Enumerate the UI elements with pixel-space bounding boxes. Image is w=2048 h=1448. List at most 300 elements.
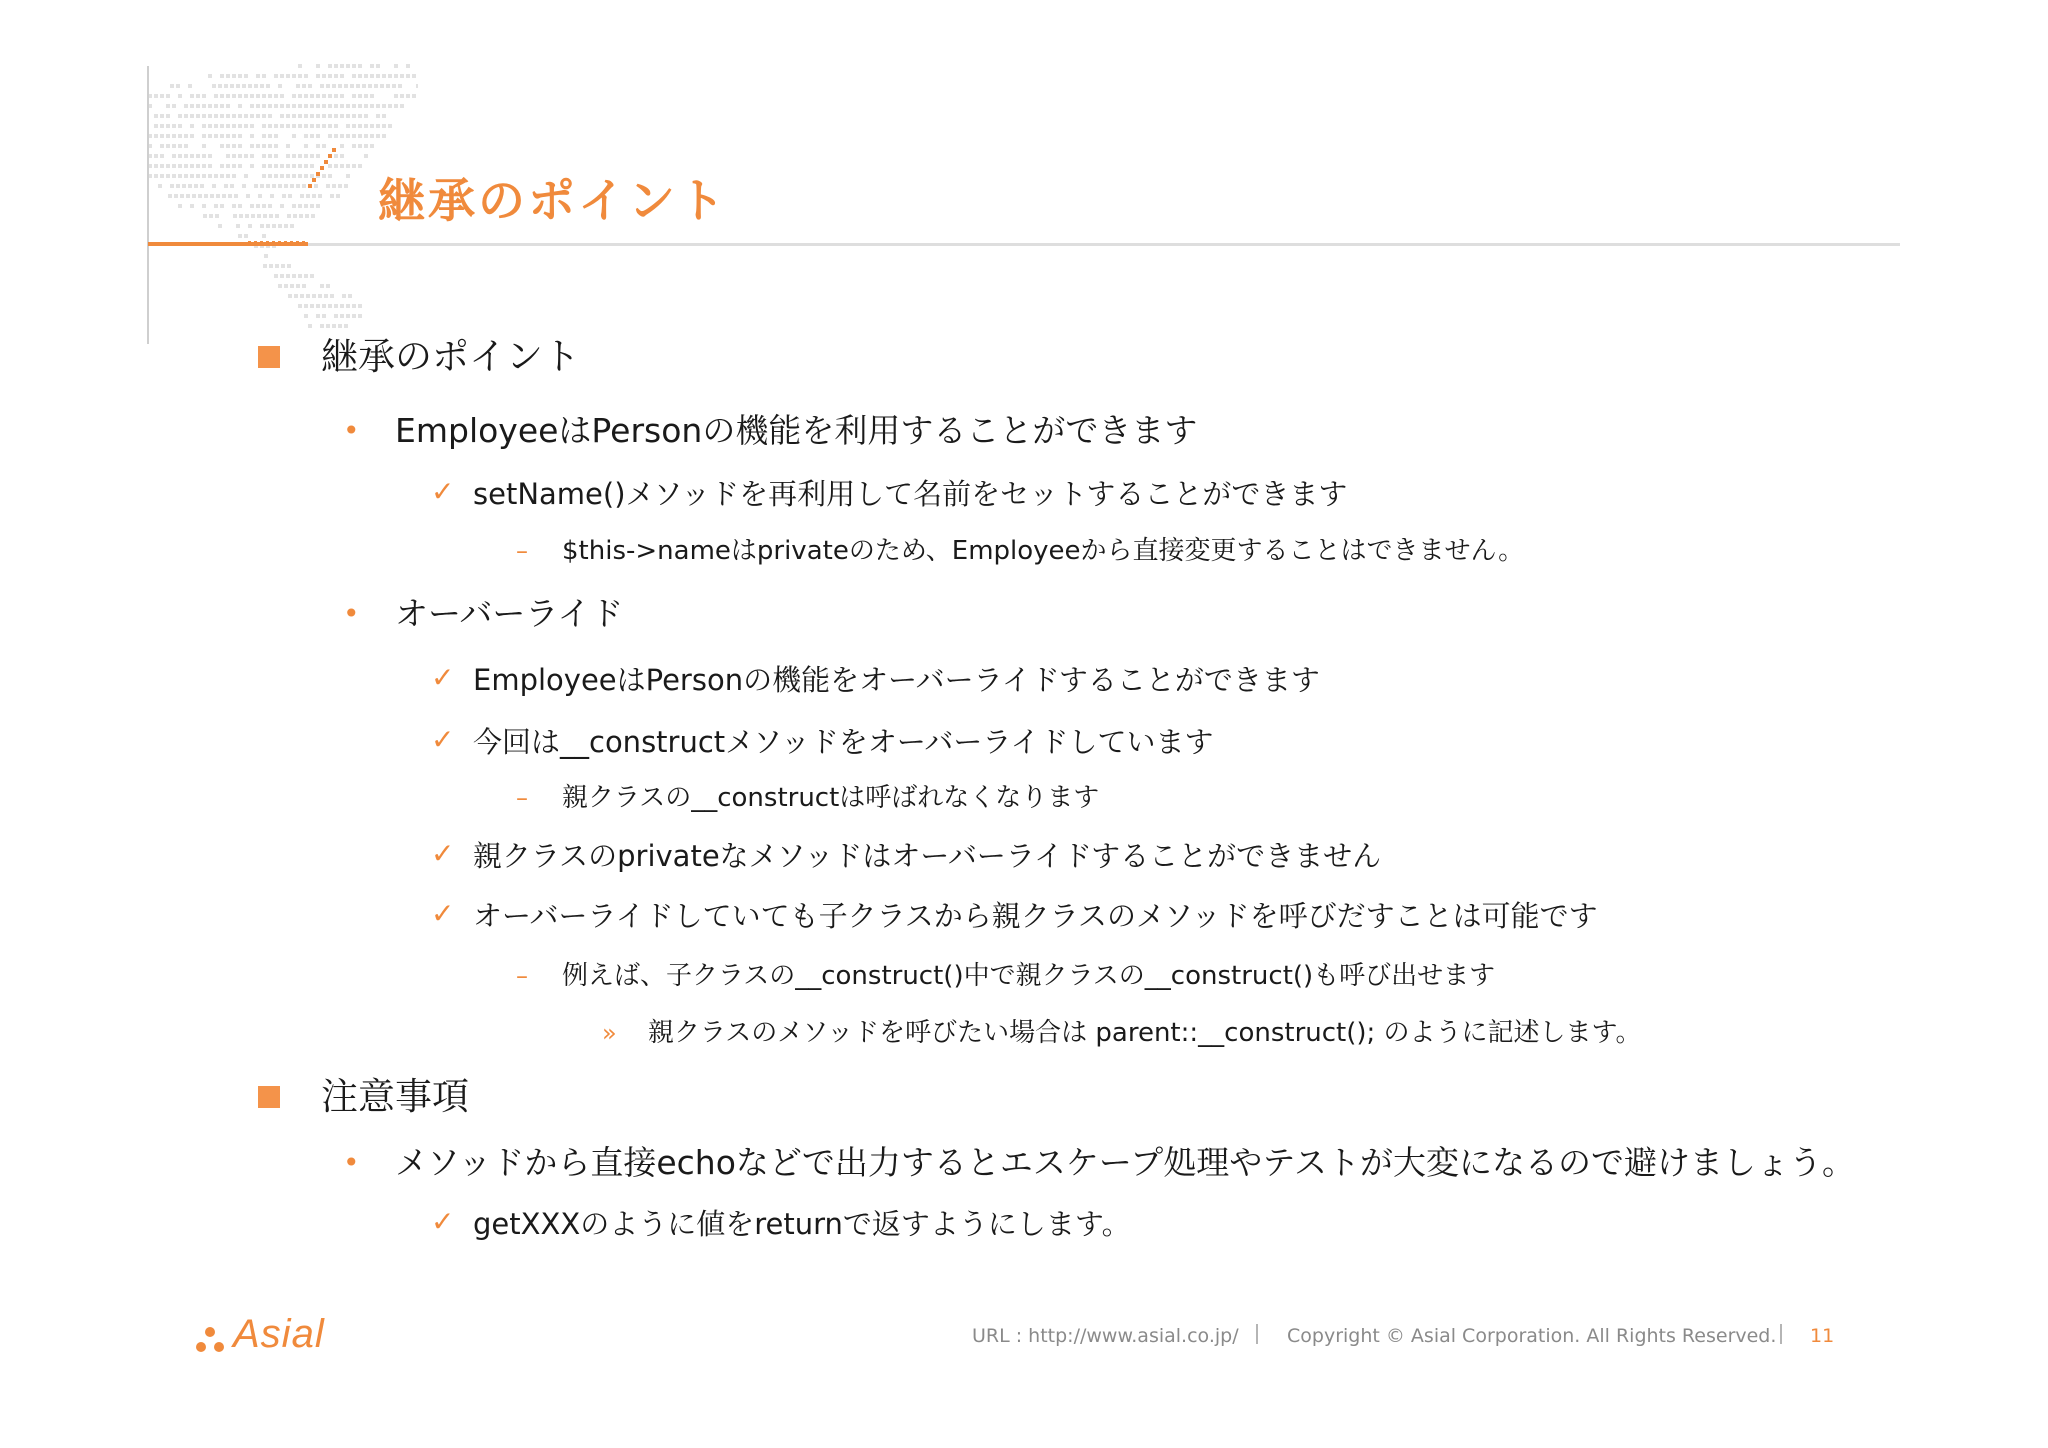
- map-dot: [370, 124, 374, 128]
- map-dot: [244, 114, 248, 118]
- map-dot: [286, 174, 290, 178]
- map-dot: [190, 104, 194, 108]
- map-dot: [304, 74, 308, 78]
- map-dot: [298, 164, 302, 168]
- map-dot: [256, 74, 260, 78]
- map-dot: [310, 104, 314, 108]
- map-dot: [352, 94, 356, 98]
- dash-text: 親クラスの__constructは呼ばれなくなります: [562, 783, 1100, 813]
- map-dot: [376, 104, 380, 108]
- map-dot: [340, 94, 344, 98]
- map-dot: [394, 94, 398, 98]
- map-dot: [328, 94, 332, 98]
- map-dot: [184, 114, 188, 118]
- map-dot: [334, 74, 338, 78]
- map-dot: [284, 284, 288, 288]
- map-accent-dot: [328, 154, 332, 158]
- map-dot: [338, 184, 342, 188]
- map-dot: [260, 84, 264, 88]
- map-dot: [220, 174, 224, 178]
- map-dot: [312, 294, 316, 298]
- map-dot: [293, 214, 297, 218]
- map-dot: [320, 324, 324, 328]
- map-dot: [268, 204, 272, 208]
- map-dot: [274, 274, 278, 278]
- map-dot: [364, 124, 368, 128]
- map-dot: [288, 294, 292, 298]
- map-dot: [394, 74, 398, 78]
- map-dot: [166, 164, 170, 168]
- map-dot: [160, 164, 164, 168]
- map-dot: [281, 264, 285, 268]
- map-dot: [268, 94, 272, 98]
- map-dot: [278, 224, 282, 228]
- map-dot: [250, 104, 254, 108]
- map-dot: [388, 124, 392, 128]
- map-dot: [214, 174, 218, 178]
- map-dot: [190, 204, 194, 208]
- map-dot: [226, 74, 230, 78]
- map-dot: [244, 74, 248, 78]
- map-dot: [202, 134, 206, 138]
- dash-icon: –: [516, 784, 528, 812]
- map-dot: [300, 194, 304, 198]
- map-dot: [190, 174, 194, 178]
- map-dot: [394, 104, 398, 108]
- map-dot: [364, 74, 368, 78]
- square-bullet-icon: [258, 346, 280, 368]
- map-dot: [340, 144, 344, 148]
- map-dot: [260, 224, 264, 228]
- map-dot: [310, 174, 314, 178]
- map-dot: [166, 144, 170, 148]
- map-dot: [178, 164, 182, 168]
- map-dot: [298, 114, 302, 118]
- map-dot: [154, 164, 158, 168]
- map-dot: [290, 184, 294, 188]
- map-dot: [256, 204, 260, 208]
- bullet-dot-icon: •: [343, 597, 360, 630]
- map-dot: [220, 164, 224, 168]
- map-dot: [286, 104, 290, 108]
- map-dot: [246, 194, 250, 198]
- map-dot: [308, 84, 312, 88]
- map-dot: [154, 114, 158, 118]
- bullet-text: オーバーライド: [395, 594, 624, 633]
- map-dot: [244, 174, 248, 178]
- map-dot: [178, 174, 182, 178]
- map-dot: [304, 274, 308, 278]
- map-dot: [370, 64, 374, 68]
- map-dot: [316, 204, 320, 208]
- bullet-dot-icon: •: [343, 1146, 360, 1179]
- map-dot: [328, 174, 332, 178]
- map-dot: [170, 84, 174, 88]
- map-dot: [172, 174, 176, 178]
- map-dot: [280, 104, 284, 108]
- map-dot: [298, 304, 302, 308]
- map-dot: [257, 214, 261, 218]
- map-dot: [232, 134, 236, 138]
- map-dot: [322, 94, 326, 98]
- map-dot: [263, 214, 267, 218]
- map-dot: [262, 144, 266, 148]
- check-text: EmployeeはPersonの機能をオーバーライドすることができます: [473, 663, 1320, 697]
- map-dot: [328, 64, 332, 68]
- map-dot: [184, 154, 188, 158]
- map-dot: [346, 124, 350, 128]
- map-dot: [280, 114, 284, 118]
- map-dot: [334, 64, 338, 68]
- map-dot: [358, 94, 362, 98]
- map-dot: [208, 174, 212, 178]
- map-dot: [254, 184, 258, 188]
- map-dot: [364, 104, 368, 108]
- map-dot: [238, 234, 242, 238]
- map-dot: [328, 124, 332, 128]
- map-dot: [358, 124, 362, 128]
- map-dot: [208, 104, 212, 108]
- map-dot: [310, 114, 314, 118]
- map-dot: [286, 114, 290, 118]
- map-dot: [214, 204, 218, 208]
- map-dot: [200, 184, 204, 188]
- map-dot: [310, 274, 314, 278]
- map-dot: [196, 154, 200, 158]
- map-dot: [364, 114, 368, 118]
- map-dot: [232, 154, 236, 158]
- map-dot: [250, 204, 254, 208]
- map-dot: [274, 174, 278, 178]
- map-dot: [334, 94, 338, 98]
- map-dot: [316, 124, 320, 128]
- map-dot: [316, 104, 320, 108]
- map-dot: [238, 164, 242, 168]
- map-dot: [214, 114, 218, 118]
- map-dot: [352, 304, 356, 308]
- map-dot: [172, 104, 176, 108]
- map-accent-dot: [332, 148, 336, 152]
- map-dot: [292, 114, 296, 118]
- map-dot: [250, 114, 254, 118]
- map-dot: [362, 84, 366, 88]
- map-dot: [304, 104, 308, 108]
- map-dot: [226, 124, 230, 128]
- map-dot: [358, 314, 362, 318]
- map-dot: [190, 134, 194, 138]
- map-dot: [178, 94, 182, 98]
- page-number: 11: [1810, 1325, 1835, 1347]
- map-dot: [320, 284, 324, 288]
- map-dot: [275, 264, 279, 268]
- map-dot: [166, 134, 170, 138]
- map-dot: [280, 124, 284, 128]
- map-dot: [316, 314, 320, 318]
- map-dot: [374, 84, 378, 88]
- map-dot: [212, 184, 216, 188]
- map-dot: [326, 284, 330, 288]
- map-dot: [212, 84, 216, 88]
- checkmark-icon: ✓: [431, 723, 455, 756]
- map-dot: [232, 94, 236, 98]
- map-dot: [256, 104, 260, 108]
- map-dot: [292, 274, 296, 278]
- map-dot: [250, 144, 254, 148]
- map-dot: [400, 94, 404, 98]
- map-dot: [232, 144, 236, 148]
- map-dot: [274, 104, 278, 108]
- map-dot: [340, 164, 344, 168]
- map-accent-dot: [324, 160, 328, 164]
- map-dot: [322, 114, 326, 118]
- map-dot: [290, 284, 294, 288]
- map-dot: [262, 174, 266, 178]
- map-dot: [388, 104, 392, 108]
- map-dot: [196, 114, 200, 118]
- map-dot: [214, 124, 218, 128]
- map-dot: [224, 84, 228, 88]
- map-dot: [304, 124, 308, 128]
- map-dot: [266, 184, 270, 188]
- map-dot: [196, 104, 200, 108]
- check-text: 親クラスのprivateなメソッドはオーバーライドすることができません: [473, 839, 1382, 873]
- map-dot: [274, 124, 278, 128]
- map-dot: [222, 194, 226, 198]
- map-dot: [268, 154, 272, 158]
- map-dot: [370, 94, 374, 98]
- map-dot: [334, 134, 338, 138]
- map-dot: [412, 94, 416, 98]
- check-text: setName()メソッドを再利用して名前をセットすることができます: [473, 477, 1348, 511]
- map-dot: [208, 124, 212, 128]
- map-dot: [328, 164, 332, 168]
- map-dot: [172, 164, 176, 168]
- map-dot: [304, 304, 308, 308]
- map-dot: [262, 124, 266, 128]
- map-dot: [203, 214, 207, 218]
- map-dot: [160, 134, 164, 138]
- slide-title: 継承のポイント: [378, 174, 728, 229]
- map-dot: [314, 184, 318, 188]
- map-dot: [287, 214, 291, 218]
- map-dot: [310, 124, 314, 128]
- map-dot: [322, 314, 326, 318]
- map-dot: [368, 84, 372, 88]
- map-dot: [376, 74, 380, 78]
- map-dot: [298, 204, 302, 208]
- map-dot: [226, 134, 230, 138]
- map-dot: [286, 164, 290, 168]
- map-dot: [274, 94, 278, 98]
- map-dot: [280, 274, 284, 278]
- map-dot: [334, 104, 338, 108]
- map-dot: [298, 94, 302, 98]
- section-heading-text: 注意事項: [321, 1075, 469, 1118]
- map-dot: [334, 154, 338, 158]
- map-dot: [352, 64, 356, 68]
- map-dot: [272, 184, 276, 188]
- map-dot: [398, 84, 402, 88]
- map-dot: [202, 144, 206, 148]
- map-dot: [304, 94, 308, 98]
- map-dot: [232, 114, 236, 118]
- map-dot: [332, 84, 336, 88]
- map-dot: [226, 164, 230, 168]
- map-dot: [238, 124, 242, 128]
- map-dot: [346, 304, 350, 308]
- map-dot: [268, 144, 272, 148]
- map-dot: [188, 184, 192, 188]
- map-dot: [346, 104, 350, 108]
- map-dot: [286, 274, 290, 278]
- map-dot: [304, 144, 308, 148]
- map-dot: [220, 104, 224, 108]
- title-underline: [148, 243, 1900, 246]
- map-dot: [208, 74, 212, 78]
- map-dot: [198, 194, 202, 198]
- map-dot: [184, 174, 188, 178]
- map-dot: [356, 84, 360, 88]
- map-dot: [262, 114, 266, 118]
- map-dot: [322, 144, 326, 148]
- map-dot: [250, 134, 254, 138]
- detail-text: 親クラスのメソッドを呼びたい場合は parent::__construct(); のように記述します。: [648, 1018, 1642, 1048]
- map-dot: [386, 84, 390, 88]
- double-chevron-icon: »: [602, 1019, 617, 1047]
- footer-separator: [1780, 1324, 1782, 1344]
- map-dot: [340, 154, 344, 158]
- map-dot: [310, 204, 314, 208]
- map-dot: [286, 154, 290, 158]
- map-dot: [280, 164, 284, 168]
- map-dot: [238, 104, 242, 108]
- map-dot: [304, 154, 308, 158]
- map-dot: [168, 194, 172, 198]
- map-dot: [388, 74, 392, 78]
- map-dot: [160, 124, 164, 128]
- map-dot: [274, 154, 278, 158]
- map-dot: [232, 164, 236, 168]
- map-dot: [287, 264, 291, 268]
- map-dot: [382, 74, 386, 78]
- map-dot: [278, 184, 282, 188]
- map-dot: [256, 114, 260, 118]
- map-dot: [306, 294, 310, 298]
- map-dot: [358, 104, 362, 108]
- map-dot: [176, 184, 180, 188]
- map-dot: [300, 294, 304, 298]
- map-dot: [282, 194, 286, 198]
- map-dot: [184, 144, 188, 148]
- map-dot: [178, 134, 182, 138]
- map-dot: [294, 294, 298, 298]
- square-bullet-icon: [258, 1086, 280, 1108]
- map-dot: [226, 104, 230, 108]
- map-dot: [216, 194, 220, 198]
- map-dot: [262, 134, 266, 138]
- map-dot: [316, 134, 320, 138]
- map-dot: [178, 114, 182, 118]
- map-dot: [204, 194, 208, 198]
- map-dot: [406, 74, 410, 78]
- map-dot: [326, 324, 330, 328]
- map-dot: [280, 74, 284, 78]
- map-dot: [202, 204, 206, 208]
- map-dot: [251, 214, 255, 218]
- map-dot: [228, 194, 232, 198]
- map-dot: [238, 94, 242, 98]
- map-dot: [322, 124, 326, 128]
- map-dot: [370, 144, 374, 148]
- map-dot: [352, 314, 356, 318]
- map-dot: [218, 224, 222, 228]
- map-dot: [376, 134, 380, 138]
- map-dot: [340, 114, 344, 118]
- map-dot: [292, 174, 296, 178]
- map-dot: [250, 154, 254, 158]
- map-dot: [352, 74, 356, 78]
- map-dot: [376, 114, 380, 118]
- map-dot: [302, 84, 306, 88]
- map-dot: [358, 114, 362, 118]
- map-dot: [202, 94, 206, 98]
- map-dot: [346, 134, 350, 138]
- map-dot: [234, 194, 238, 198]
- footer-copyright: Copyright © Asial Corporation. All Rights Reserved.: [1287, 1325, 1777, 1347]
- map-dot: [172, 154, 176, 158]
- map-dot: [202, 114, 206, 118]
- map-dot: [299, 214, 303, 218]
- section-heading-text: 継承のポイント: [321, 335, 580, 378]
- map-dot: [322, 104, 326, 108]
- map-dot: [182, 184, 186, 188]
- checkmark-icon: ✓: [431, 837, 455, 870]
- map-dot: [178, 154, 182, 158]
- map-dot: [218, 84, 222, 88]
- map-dot: [370, 134, 374, 138]
- map-dot: [348, 294, 352, 298]
- map-dot: [274, 144, 278, 148]
- map-dot: [256, 144, 260, 148]
- map-dot: [342, 294, 346, 298]
- map-dot: [340, 134, 344, 138]
- map-dot: [382, 124, 386, 128]
- map-dot: [292, 204, 296, 208]
- map-dot: [328, 304, 332, 308]
- map-dot: [292, 104, 296, 108]
- map-dot: [318, 294, 322, 298]
- map-dot: [154, 124, 158, 128]
- map-dot: [352, 164, 356, 168]
- footer-url: URL : http://www.asial.co.jp/: [972, 1325, 1239, 1347]
- map-dot: [209, 214, 213, 218]
- map-dot: [202, 154, 206, 158]
- map-dot: [226, 174, 230, 178]
- map-dot: [364, 144, 368, 148]
- map-dot: [236, 224, 240, 228]
- map-dot: [406, 64, 410, 68]
- map-dot: [178, 124, 182, 128]
- map-dot: [250, 94, 254, 98]
- map-dot: [304, 164, 308, 168]
- check-text: getXXXのように値をreturnで返すようにします。: [473, 1207, 1131, 1241]
- map-dot: [286, 144, 290, 148]
- map-dot: [244, 94, 248, 98]
- map-dot: [262, 154, 266, 158]
- map-dot: [226, 114, 230, 118]
- map-dot: [298, 124, 302, 128]
- map-dot: [178, 204, 182, 208]
